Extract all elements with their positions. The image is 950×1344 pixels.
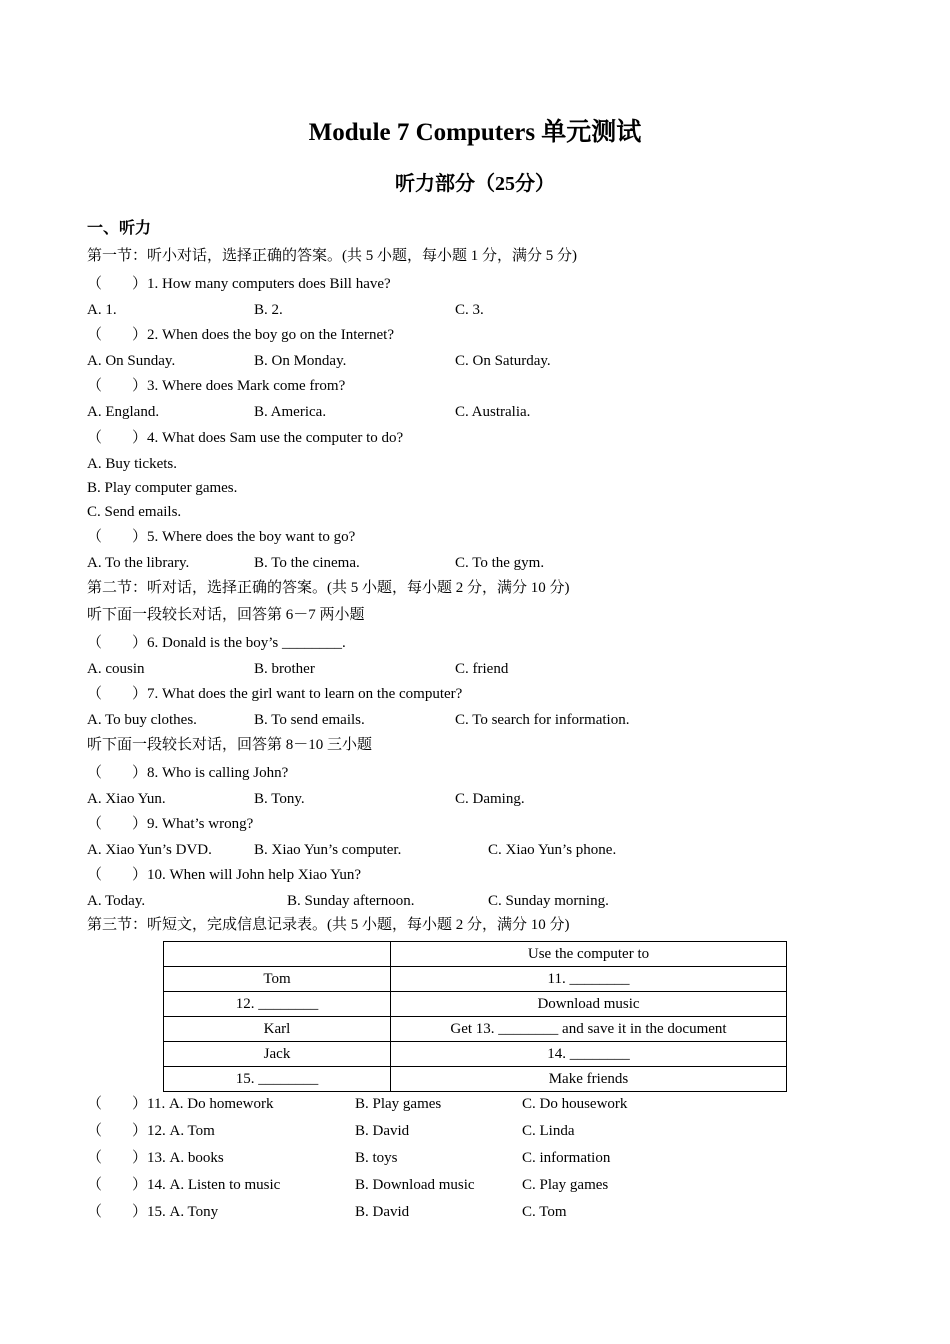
- option-7a: A. To buy clothes.: [87, 712, 197, 728]
- option-2a: A. On Sunday.: [87, 353, 176, 369]
- question-6: （ ）6. Donald is the boy’s ________.: [87, 635, 346, 651]
- page-title: Module 7 Computers 单元测试: [308, 119, 642, 146]
- option-11c: C. Do housework: [522, 1096, 628, 1112]
- table-header-cell: [164, 942, 391, 967]
- option-2c: C. On Saturday.: [455, 353, 551, 369]
- table-cell: Make friends: [391, 1067, 787, 1092]
- table-cell: Download music: [391, 992, 787, 1017]
- option-14b: B. Download music: [355, 1177, 475, 1193]
- option-3b: B. America.: [254, 404, 327, 420]
- option-12b: B. David: [355, 1123, 410, 1139]
- option-5c: C. To the gym.: [455, 555, 545, 571]
- table-row: [164, 992, 787, 1017]
- table-cell: Get 13. ________ and save it in the document: [391, 1017, 787, 1042]
- option-10b: B. Sunday afternoon.: [287, 893, 415, 909]
- option-1b: B. 2.: [254, 302, 283, 318]
- option-10a: A. Today.: [87, 893, 146, 909]
- option-11b: B. Play games: [355, 1096, 442, 1112]
- option-5a: A. To the library.: [87, 555, 190, 571]
- option-6c: C. friend: [455, 661, 509, 677]
- table-cell: 15. ________: [164, 1067, 391, 1092]
- table-cell: Tom: [164, 967, 391, 992]
- section1-heading: 第一节：听小对话，选择正确的答案。(共 5 小题，每小题 1 分，满分 5 分): [87, 248, 577, 264]
- option-8c: C. Daming.: [455, 791, 525, 807]
- option-6b: B. brother: [254, 661, 315, 677]
- option-10c: C. Sunday morning.: [488, 893, 609, 909]
- option-7b: B. To send emails.: [254, 712, 365, 728]
- option-2b: B. On Monday.: [254, 353, 347, 369]
- table-row: [164, 1067, 787, 1092]
- info-record-table: [163, 941, 787, 1092]
- option-13c: C. information: [522, 1150, 611, 1166]
- option-4c: C. Send emails.: [87, 504, 182, 520]
- question-7: （ ）7. What does the girl want to learn on the computer?: [87, 686, 463, 702]
- section2-intro-2: 听下面一段较长对话，回答第 8－10 三小题: [87, 737, 373, 753]
- question-10: （ ）10. When will John help Xiao Yun?: [87, 867, 361, 883]
- question-3: （ ）3. Where does Mark come from?: [87, 378, 346, 394]
- option-9a: A. Xiao Yun’s DVD.: [87, 842, 212, 858]
- table-cell: 14. ________: [391, 1042, 787, 1067]
- section3-heading: 第三节：听短文，完成信息记录表。(共 5 小题，每小题 2 分，满分 10 分): [87, 917, 570, 933]
- question-1: （ ）1. How many computers does Bill have?: [87, 276, 391, 292]
- option-4a: A. Buy tickets.: [87, 456, 177, 472]
- option-5b: B. To the cinema.: [254, 555, 360, 571]
- option-7c: C. To search for information.: [455, 712, 630, 728]
- option-1c: C. 3.: [455, 302, 484, 318]
- option-14c: C. Play games: [522, 1177, 609, 1193]
- option-12c: C. Linda: [522, 1123, 575, 1139]
- option-13b: B. toys: [355, 1150, 398, 1166]
- option-8b: B. Tony.: [254, 791, 305, 807]
- question-14: （ ）14. A. Listen to music: [87, 1177, 281, 1193]
- option-9c: C. Xiao Yun’s phone.: [488, 842, 617, 858]
- table-header-row: [164, 942, 787, 967]
- table-cell: 12. ________: [164, 992, 391, 1017]
- table-header-cell: Use the computer to: [391, 942, 787, 967]
- question-15: （ ）15. A. Tony: [87, 1204, 219, 1220]
- option-3c: C. Australia.: [455, 404, 531, 420]
- table-row: [164, 967, 787, 992]
- option-1a: A. 1.: [87, 302, 117, 318]
- table-row: [164, 1017, 787, 1042]
- option-6a: A. cousin: [87, 661, 145, 677]
- question-8: （ ）8. Who is calling John?: [87, 765, 289, 781]
- option-9b: B. Xiao Yun’s computer.: [254, 842, 402, 858]
- question-9: （ ）9. What’s wrong?: [87, 816, 254, 832]
- question-2: （ ）2. When does the boy go on the Internet?: [87, 327, 395, 343]
- question-5: （ ）5. Where does the boy want to go?: [87, 529, 356, 545]
- table-cell: Karl: [164, 1017, 391, 1042]
- table-cell: 11. ________: [391, 967, 787, 992]
- question-13: （ ）13. A. books: [87, 1150, 224, 1166]
- question-11: （ ）11. A. Do homework: [87, 1096, 274, 1112]
- page-subtitle: 听力部分（25分）: [395, 173, 555, 195]
- option-3a: A. England.: [87, 404, 160, 420]
- section2-heading: 第二节：听对话，选择正确的答案。(共 5 小题，每小题 2 分，满分 10 分): [87, 580, 570, 596]
- option-4b: B. Play computer games.: [87, 480, 238, 496]
- table-cell: Jack: [164, 1042, 391, 1067]
- question-4: （ ）4. What does Sam use the computer to do?: [87, 430, 404, 446]
- question-12: （ ）12. A. Tom: [87, 1123, 215, 1139]
- option-8a: A. Xiao Yun.: [87, 791, 166, 807]
- section2-intro-1: 听下面一段较长对话，回答第 6－7 两小题: [87, 607, 365, 623]
- table-row: [164, 1042, 787, 1067]
- part-heading: 一、听力: [87, 220, 152, 237]
- option-15b: B. David: [355, 1204, 410, 1220]
- option-15c: C. Tom: [522, 1204, 567, 1220]
